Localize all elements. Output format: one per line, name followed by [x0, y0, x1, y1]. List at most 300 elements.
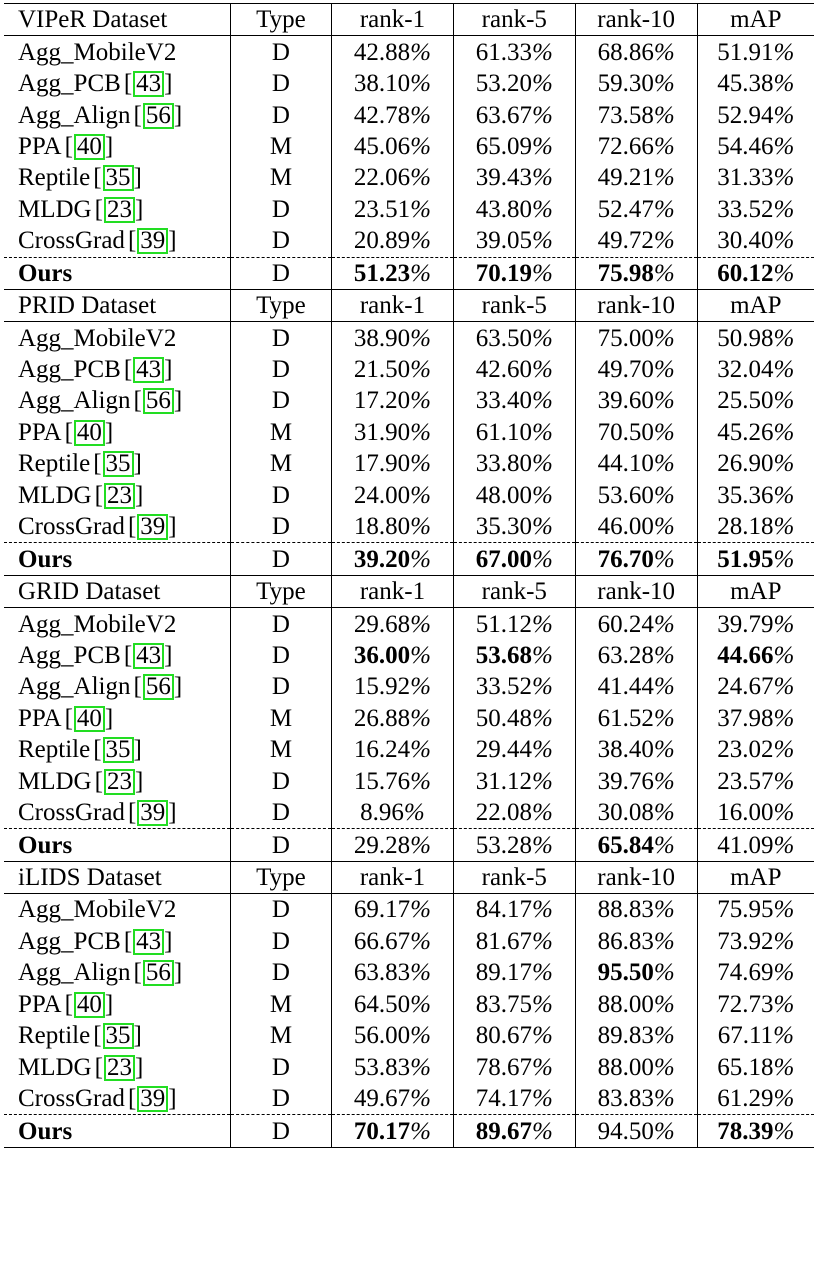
metric-cell: [453, 36, 575, 68]
type-cell: D: [230, 68, 331, 99]
metric-value: 15.92: [353, 673, 411, 701]
metric-value: 38.40: [597, 736, 654, 764]
metric-value: 29.28: [353, 831, 411, 859]
method-cell: [4, 1051, 230, 1082]
percent-sign: %: [532, 227, 553, 255]
percent-sign: %: [653, 324, 675, 352]
metric-value: 43.80: [475, 195, 532, 223]
method-name: Agg_Align: [18, 387, 131, 415]
metric-cell: [332, 703, 454, 734]
percent-sign: %: [410, 164, 431, 192]
cite-bracket-close: ]: [164, 927, 173, 955]
metric-value: 86.83: [597, 927, 654, 955]
metric-value: 41.09: [717, 831, 774, 859]
metric-value: 88.00: [597, 990, 654, 1018]
dataset-title: iLIDS Dataset: [4, 861, 230, 893]
citation-link[interactable]: 43: [133, 357, 164, 383]
percent-sign: %: [773, 896, 795, 924]
metric-value: 78.39: [717, 1117, 774, 1145]
percent-sign: %: [532, 927, 553, 955]
percent-sign: %: [410, 896, 431, 924]
percent-sign: %: [532, 1085, 553, 1113]
metric-value: 53.83: [353, 1053, 411, 1081]
column-header: rank-10: [575, 4, 697, 36]
metric-cell: [697, 703, 814, 734]
metric-cell: [453, 385, 575, 416]
percent-sign: %: [653, 259, 675, 287]
citation-link[interactable]: 40: [74, 992, 105, 1018]
metric-value: 64.50: [353, 990, 411, 1018]
percent-sign: %: [653, 704, 675, 732]
metric-value: 31.12: [475, 767, 532, 795]
results-table: [4, 3, 814, 1148]
metric-cell: [332, 99, 454, 130]
percent-sign: %: [532, 513, 553, 541]
cite-bracket-open: [: [94, 195, 103, 223]
metric-cell: [332, 225, 454, 257]
metric-value: 49.70: [597, 356, 654, 384]
metric-value: 42.88: [353, 38, 411, 66]
column-header: mAP: [697, 4, 814, 36]
metric-value: 75.98: [597, 259, 654, 287]
percent-sign: %: [773, 38, 795, 66]
metric-value: 48.00: [475, 481, 532, 509]
percent-sign: %: [410, 101, 431, 129]
metric-cell: [453, 99, 575, 130]
cite-bracket-open: [: [123, 70, 133, 98]
metric-cell: [453, 671, 575, 702]
method-cell: [4, 162, 230, 193]
section-header-row: [4, 4, 814, 36]
metric-value: 49.67: [353, 1085, 411, 1113]
metric-value: 17.90: [353, 450, 411, 478]
metric-value: 31.33: [717, 164, 774, 192]
metric-cell: [697, 766, 814, 797]
percent-sign: %: [410, 927, 431, 955]
metric-cell: [697, 829, 814, 861]
metric-value: 72.66: [597, 132, 654, 160]
method-name: PPA: [18, 990, 62, 1018]
metric-cell: [697, 734, 814, 765]
metric-value: 61.52: [597, 704, 654, 732]
metric-value: 38.10: [353, 70, 411, 98]
method-cell: [4, 354, 230, 385]
metric-value: 31.90: [353, 418, 411, 446]
method-name: Reptile: [18, 1022, 91, 1050]
metric-cell: [575, 257, 697, 289]
type-cell: D: [230, 957, 331, 988]
metric-value: 84.17: [475, 896, 532, 924]
percent-sign: %: [410, 259, 431, 287]
metric-cell: [332, 543, 454, 575]
method-name: Ours: [18, 831, 73, 859]
percent-sign: %: [410, 1085, 431, 1113]
table-row: [4, 162, 814, 193]
metric-cell: [575, 989, 697, 1020]
citation-link[interactable]: 39: [137, 800, 168, 826]
metric-value: 41.44: [597, 673, 654, 701]
metric-cell: [575, 194, 697, 225]
metric-cell: [332, 671, 454, 702]
citation-link[interactable]: 23: [104, 769, 135, 795]
metric-value: 50.98: [717, 324, 774, 352]
percent-sign: %: [773, 831, 795, 859]
percent-sign: %: [773, 101, 795, 129]
table-row: [4, 480, 814, 511]
percent-sign: %: [653, 610, 675, 638]
metric-cell: [332, 68, 454, 99]
ours-row: [4, 543, 814, 575]
percent-sign: %: [773, 1117, 795, 1145]
percent-sign: %: [653, 1053, 675, 1081]
metric-value: 65.84: [597, 831, 654, 859]
metric-cell: [332, 385, 454, 416]
percent-sign: %: [532, 1053, 553, 1081]
table-row: [4, 1051, 814, 1082]
metric-value: 53.20: [475, 70, 532, 98]
metric-value: 23.02: [717, 736, 774, 764]
metric-cell: [453, 1020, 575, 1051]
column-header: Type: [230, 575, 331, 607]
cite-bracket-close: ]: [133, 164, 142, 192]
percent-sign: %: [532, 896, 553, 924]
citation-link[interactable]: 35: [103, 451, 134, 477]
metric-cell: [575, 671, 697, 702]
metric-value: 33.52: [475, 673, 532, 701]
method-name: Agg_PCB: [18, 70, 121, 98]
percent-sign: %: [773, 513, 795, 541]
metric-value: 15.76: [353, 767, 411, 795]
metric-cell: [575, 131, 697, 162]
type-cell: M: [230, 131, 331, 162]
percent-sign: %: [532, 481, 553, 509]
percent-sign: %: [532, 70, 553, 98]
metric-value: 30.40: [717, 227, 774, 255]
column-header: mAP: [697, 861, 814, 893]
percent-sign: %: [773, 767, 795, 795]
cite-bracket-close: ]: [134, 767, 144, 795]
percent-sign: %: [773, 70, 795, 98]
metric-value: 51.23: [353, 259, 411, 287]
cite-bracket-open: [: [127, 799, 137, 827]
percent-sign: %: [653, 513, 675, 541]
method-name: Agg_Align: [18, 673, 131, 701]
cite-bracket-open: [: [64, 418, 73, 446]
metric-cell: [453, 989, 575, 1020]
metric-cell: [332, 322, 454, 354]
metric-cell: [453, 354, 575, 385]
metric-cell: [697, 989, 814, 1020]
metric-value: 65.18: [717, 1053, 774, 1081]
citation-link[interactable]: 39: [137, 228, 168, 254]
dataset-title: GRID Dataset: [4, 575, 230, 607]
table-row: [4, 511, 814, 543]
metric-cell: [575, 703, 697, 734]
percent-sign: %: [532, 387, 553, 415]
metric-cell: [453, 926, 575, 957]
metric-value: 16.24: [353, 736, 411, 764]
metric-cell: [332, 511, 454, 543]
percent-sign: %: [773, 418, 795, 446]
citation-link[interactable]: 56: [143, 103, 174, 129]
cite-bracket-close: ]: [168, 799, 177, 827]
type-cell: D: [230, 194, 331, 225]
citation-link[interactable]: 56: [143, 674, 174, 700]
metric-value: 24.67: [717, 673, 774, 701]
section-header-row: [4, 861, 814, 893]
percent-sign: %: [773, 704, 795, 732]
cite-bracket-close: ]: [104, 132, 114, 160]
percent-sign: %: [653, 1085, 675, 1113]
percent-sign: %: [653, 132, 675, 160]
metric-value: 75.95: [717, 896, 774, 924]
metric-value: 88.83: [597, 896, 654, 924]
citation-link[interactable]: 43: [133, 929, 164, 955]
table-row: [4, 448, 814, 479]
metric-value: 23.51: [353, 195, 411, 223]
metric-value: 51.12: [475, 610, 532, 638]
metric-value: 26.88: [353, 704, 411, 732]
percent-sign: %: [653, 831, 675, 859]
metric-cell: [697, 194, 814, 225]
percent-sign: %: [653, 736, 675, 764]
method-name: CrossGrad: [18, 513, 125, 541]
metric-value: 44.10: [597, 450, 654, 478]
percent-sign: %: [410, 513, 431, 541]
citation-link[interactable]: 40: [74, 134, 105, 160]
percent-sign: %: [410, 38, 431, 66]
metric-cell: [453, 131, 575, 162]
percent-sign: %: [773, 1053, 795, 1081]
citation-link[interactable]: 35: [103, 737, 134, 763]
percent-sign: %: [410, 831, 431, 859]
metric-value: 33.52: [717, 195, 774, 223]
metric-cell: [697, 131, 814, 162]
column-header: rank-10: [575, 575, 697, 607]
citation-link[interactable]: 56: [143, 388, 174, 414]
percent-sign: %: [653, 481, 675, 509]
metric-cell: [697, 640, 814, 671]
percent-sign: %: [532, 324, 553, 352]
type-cell: D: [230, 225, 331, 257]
metric-cell: [575, 1115, 697, 1147]
percent-sign: %: [410, 1022, 431, 1050]
percent-sign: %: [532, 704, 553, 732]
percent-sign: %: [773, 450, 795, 478]
column-header: mAP: [697, 575, 814, 607]
metric-value: 44.66: [717, 641, 774, 669]
metric-cell: [697, 543, 814, 575]
metric-cell: [453, 703, 575, 734]
cite-bracket-open: [: [93, 164, 102, 192]
method-cell: [4, 734, 230, 765]
percent-sign: %: [653, 1117, 675, 1145]
cite-bracket-close: ]: [168, 1085, 177, 1113]
metric-cell: [575, 417, 697, 448]
percent-sign: %: [653, 959, 675, 987]
citation-link[interactable]: 35: [103, 1023, 134, 1049]
citation-link[interactable]: 43: [133, 71, 164, 97]
dataset-title: VIPeR Dataset: [4, 4, 230, 36]
metric-value: 73.58: [597, 101, 654, 129]
percent-sign: %: [773, 545, 795, 573]
method-name: Agg_MobileV2: [18, 896, 177, 924]
method-cell: [4, 480, 230, 511]
metric-cell: [453, 448, 575, 479]
metric-value: 8.96: [360, 799, 404, 827]
metric-cell: [453, 225, 575, 257]
percent-sign: %: [653, 1022, 675, 1050]
method-cell: [4, 511, 230, 543]
cite-bracket-open: [: [93, 736, 102, 764]
percent-sign: %: [410, 132, 431, 160]
type-cell: D: [230, 511, 331, 543]
percent-sign: %: [532, 959, 553, 987]
method-name: PPA: [18, 418, 62, 446]
citation-link[interactable]: 23: [104, 1055, 135, 1081]
metric-cell: [697, 511, 814, 543]
percent-sign: %: [532, 356, 553, 384]
type-cell: D: [230, 354, 331, 385]
percent-sign: %: [773, 356, 795, 384]
metric-cell: [453, 543, 575, 575]
metric-value: 39.05: [475, 227, 532, 255]
percent-sign: %: [653, 990, 675, 1018]
cite-bracket-open: [: [127, 1085, 137, 1113]
metric-value: 63.67: [475, 101, 532, 129]
metric-value: 61.33: [475, 38, 532, 66]
cite-bracket-close: ]: [164, 641, 173, 669]
method-cell: [4, 448, 230, 479]
metric-cell: [453, 1051, 575, 1082]
citation-link[interactable]: 40: [74, 706, 105, 732]
method-cell: [4, 322, 230, 354]
type-cell: D: [230, 608, 331, 640]
metric-cell: [575, 608, 697, 640]
method-name: MLDG: [18, 767, 92, 795]
cite-bracket-open: [: [94, 767, 103, 795]
cite-bracket-open: [: [93, 1022, 102, 1050]
metric-value: 70.19: [475, 259, 532, 287]
method-cell: [4, 1115, 230, 1147]
citation-link[interactable]: 23: [104, 197, 135, 223]
metric-cell: [697, 1051, 814, 1082]
citation-link[interactable]: 40: [74, 420, 105, 446]
method-name: MLDG: [18, 195, 92, 223]
metric-value: 89.17: [475, 959, 532, 987]
dataset-title: PRID Dataset: [4, 289, 230, 321]
column-header: rank-10: [575, 289, 697, 321]
metric-value: 70.17: [353, 1117, 411, 1145]
method-cell: [4, 1083, 230, 1115]
percent-sign: %: [773, 227, 795, 255]
type-cell: M: [230, 417, 331, 448]
percent-sign: %: [410, 1117, 431, 1145]
table-row: [4, 926, 814, 957]
metric-cell: [575, 68, 697, 99]
percent-sign: %: [532, 164, 553, 192]
citation-link[interactable]: 39: [137, 514, 168, 540]
percent-sign: %: [410, 70, 431, 98]
metric-value: 63.50: [475, 324, 532, 352]
percent-sign: %: [532, 799, 553, 827]
metric-value: 36.00: [353, 641, 411, 669]
metric-cell: [453, 480, 575, 511]
metric-cell: [453, 734, 575, 765]
citation-link[interactable]: 35: [103, 165, 134, 191]
cite-bracket-open: [: [133, 387, 142, 415]
metric-value: 88.00: [597, 1053, 654, 1081]
method-name: CrossGrad: [18, 1085, 125, 1113]
metric-value: 56.00: [353, 1022, 411, 1050]
percent-sign: %: [653, 641, 675, 669]
metric-cell: [453, 829, 575, 861]
percent-sign: %: [653, 195, 675, 223]
metric-value: 18.80: [353, 513, 411, 541]
type-cell: D: [230, 99, 331, 130]
method-cell: [4, 797, 230, 829]
percent-sign: %: [653, 164, 675, 192]
metric-cell: [575, 162, 697, 193]
table-row: [4, 608, 814, 640]
type-cell: M: [230, 703, 331, 734]
metric-value: 89.67: [475, 1117, 532, 1145]
metric-cell: [575, 1083, 697, 1115]
percent-sign: %: [532, 38, 553, 66]
metric-cell: [575, 543, 697, 575]
metric-cell: [697, 1115, 814, 1147]
citation-link[interactable]: 56: [143, 960, 174, 986]
metric-cell: [575, 894, 697, 926]
percent-sign: %: [532, 767, 553, 795]
metric-cell: [575, 511, 697, 543]
table-row: [4, 354, 814, 385]
type-cell: M: [230, 989, 331, 1020]
method-name: Agg_MobileV2: [18, 324, 177, 352]
citation-link[interactable]: 43: [133, 643, 164, 669]
metric-value: 59.30: [597, 70, 654, 98]
method-name: Agg_Align: [18, 101, 131, 129]
cite-bracket-close: ]: [134, 195, 144, 223]
cite-bracket-open: [: [133, 673, 142, 701]
percent-sign: %: [653, 450, 675, 478]
column-header: mAP: [697, 289, 814, 321]
method-cell: [4, 829, 230, 861]
metric-value: 38.90: [353, 324, 411, 352]
metric-cell: [332, 480, 454, 511]
cite-bracket-close: ]: [133, 736, 142, 764]
citation-link[interactable]: 23: [104, 483, 135, 509]
column-header: rank-5: [453, 861, 575, 893]
column-header: rank-1: [332, 4, 454, 36]
cite-bracket-open: [: [64, 132, 73, 160]
metric-value: 81.67: [475, 927, 532, 955]
percent-sign: %: [532, 736, 553, 764]
citation-link[interactable]: 39: [137, 1086, 168, 1112]
type-cell: D: [230, 766, 331, 797]
percent-sign: %: [410, 324, 431, 352]
cite-bracket-close: ]: [173, 387, 183, 415]
metric-cell: [332, 194, 454, 225]
metric-value: 22.06: [353, 164, 411, 192]
metric-cell: [697, 417, 814, 448]
type-cell: M: [230, 448, 331, 479]
percent-sign: %: [532, 610, 553, 638]
table-row: [4, 322, 814, 354]
metric-cell: [575, 957, 697, 988]
metric-value: 60.24: [597, 610, 654, 638]
metric-value: 63.83: [353, 959, 411, 987]
